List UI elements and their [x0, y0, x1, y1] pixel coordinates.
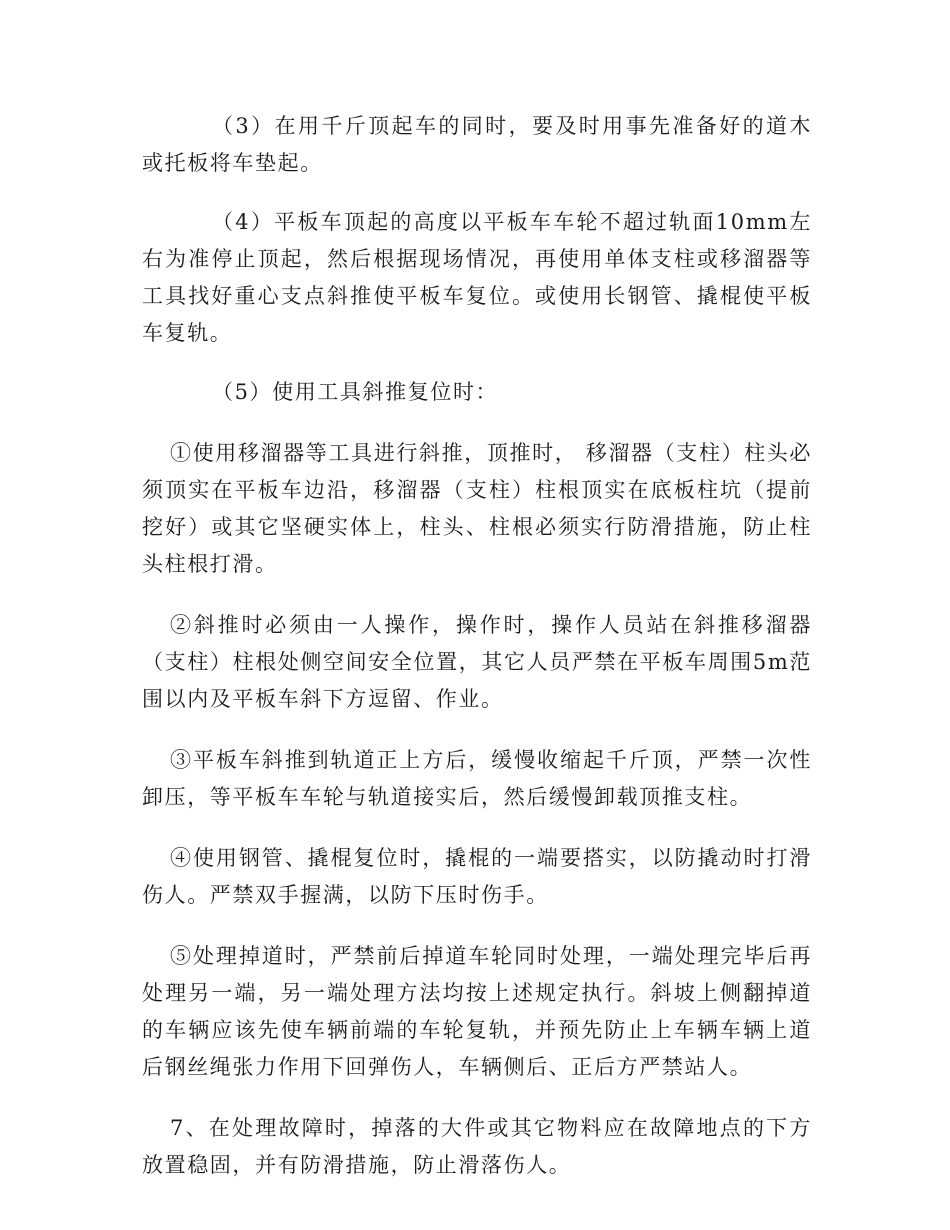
document-page [142, 108, 812, 1184]
paragraph-item-3: ③平板车斜推到轨道正上方后，缓慢收缩起千斤顶，严禁一次性卸压，等平板车车轮与轨道接实后，然后缓慢卸载顶推支柱。 [142, 748, 812, 809]
paragraph-item-1: ①使用移溜器等工具进行斜推，顶推时， 移溜器（支柱）柱头必须顶实在平板车边沿，移溜器（支柱）柱根顶实在底板柱坑（提前挖好）或其它坚硬实体上，柱头、柱根必须实行防滑措施，防止柱头柱根打滑。 [142, 441, 812, 576]
paragraph-item-2: ②斜推时必须由一人操作，操作时，操作人员站在斜推移溜器（支柱）柱根处侧空间安全位置，其它人员严禁在平板车周围5m范围以内及平板车斜下方逗留、作业。 [142, 613, 812, 711]
paragraph-item-4: ④使用钢管、撬棍复位时，撬棍的一端要搭实，以防撬动时打滑伤人。严禁双手握满，以防下压时伤手。 [142, 846, 812, 907]
paragraph-step-3: （3）在用千斤顶起车的同时，要及时用事先准备好的道木或托板将车垫起。 [142, 114, 812, 175]
paragraph-item-5: ⑤处理掉道时，严禁前后掉道车轮同时处理，一端处理完毕后再处理另一端，另一端处理方法均按上述规定执行。斜坡上侧翻掉道的车辆应该先使车辆前端的车轮复轨，并预先防止上车辆车辆上道后钢丝绳张力作用下回弹伤人，车辆侧后、正后方严禁站人。 [142, 944, 812, 1079]
paragraph-section-7: 7、在处理故障时，掉落的大件或其它物料应在故障地点的下方放置稳固，并有防滑措施，防止滑落伤人。 [142, 1116, 812, 1177]
paragraph-step-5: （5）使用工具斜推复位时： [212, 380, 499, 404]
paragraph-step-4: （4）平板车顶起的高度以平板车车轮不超过轨面10mm左右为准停止顶起，然后根据现场情况，再使用单体支柱或移溜器等工具找好重心支点斜推使平板车复位。或使用长钢管、撬棍使平板车复轨。 [142, 210, 812, 345]
